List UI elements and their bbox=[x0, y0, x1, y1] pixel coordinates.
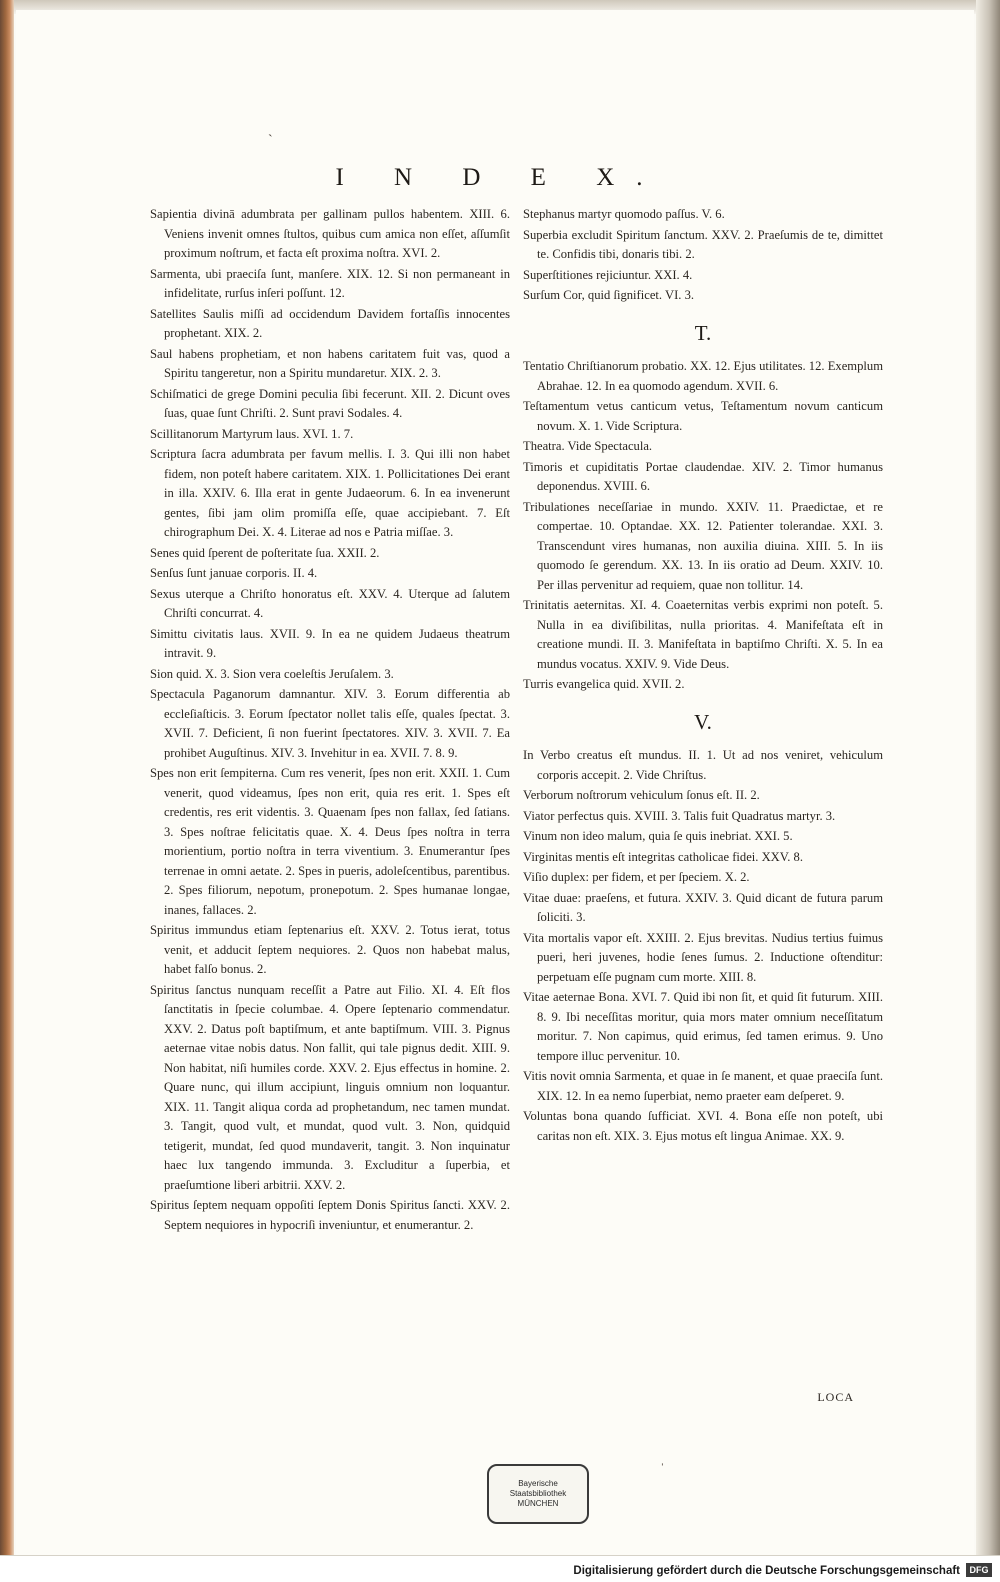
index-entry: Vinum non ideo malum, quia ſe quis inebriat. XXI. 5. bbox=[523, 829, 793, 843]
index-entry: Spes non erit ſempiterna. Cum res venerit, ſpes non erit. XXII. 1. Cum venerit, quod videamus, ſpes non erit, quia res erit. 1. Spes eſt credentis, res erit videntis. 3. Quaenam ſpes non fallax, ſed ſatians. 3. Spes noſtrae felicitatis quae. X. 4. Deus ſpes noſtra in terra morientium, portio noſtra in terra viventium. 3. Enumerantur ſpes terrenae in omni aetate. 2. Spes in pueris, adoleſcentibus, parentibus. 2. Spes filiorum, nepotum, pronepotum. 2. Spes humanae longae, inanes, fallaces. 2. bbox=[150, 766, 510, 917]
index-entry: Spiritus immundus etiam ſeptenarius eſt. XXV. 2. Totus ierat, totus venit, et adducit ſeptem nequiores. 2. Quos non habebat malus, habet falſo bonus. 2. bbox=[150, 923, 510, 976]
index-entry: Senſus ſunt januae corporis. II. 4. bbox=[150, 566, 318, 580]
index-entry: Spectacula Paganorum damnantur. XIV. 3. Eorum differentia ab eccleſiaſticis. 3. Eorum ſpectator nollet talis eſſe, quales ſpectat. 3. XVII. 7. Deficient, ſi non fuerint ſpectatores. XIV. 3. XVII. 7. Ea prohibet Auguſtinus. XIV. 3. Invehitur in ea. XVII. 7. 8. 9. bbox=[150, 687, 510, 760]
index-entry: Teſtamentum vetus canticum vetus, Teſtamentum novum canticum novum. X. 1. Vide Scriptura. bbox=[523, 399, 883, 433]
index-entry: Virginitas mentis eſt integritas catholicae fidei. XXV. 8. bbox=[523, 849, 803, 864]
index-entry: Vitis novit omnia Sarmenta, et quae in ſe manent, et quae praeciſa ſunt. XIX. 12. In ea nemo ſuperbiat, nemo praeter eam deſperet. 9. bbox=[523, 1069, 883, 1103]
index-entry: Scillitanorum Martyrum laus. XVI. 1. 7. bbox=[150, 426, 354, 441]
dfg-logo-icon: DFG bbox=[966, 1563, 992, 1577]
index-entry: Sarmenta, ubi praeciſa ſunt, manſere. XIX. 12. Si non permaneant in infidelitate, rurſus inſeri poſſunt. 12. bbox=[150, 266, 510, 300]
section-heading-v: V. bbox=[694, 709, 712, 734]
index-entry: Saul habens prophetiam, et non habens caritatem fuit vas, quod a Spiritu tangeretur, non a Spiritu mundaretur. XIX. 2. 3. bbox=[150, 346, 510, 380]
index-entry: Trinitatis aeternitas. XI. 4. Coaeternitas verbis exprimi non poteſt. 5. Nulla in ea diviſibilitas, nulla prioritas. 4. Manifeſtata eſt in creatione mundi. II. 3. Manifeſtata in baptiſmo Chriſti. X. 5. In ea mundus vocatus. XXIV. 9. Vide Deus. bbox=[523, 598, 883, 671]
index-entry: Vita mortalis vapor eſt. XXIII. 2. Ejus brevitas. Nudius tertius fuimus pueri, heri juvenes, hodie ſenes ſumus. 2. Inductione oſtenditur: perpetuam eſſe pugnam cum morte. XIII. 8. bbox=[523, 930, 883, 984]
index-entry: Simittu civitatis laus. XVII. 9. In ea ne quidem Judaeus theatrum intravit. 9. bbox=[150, 626, 510, 660]
library-stamp bbox=[487, 1464, 589, 1524]
index-section-v bbox=[523, 746, 883, 1146]
index-entry: Vitae aeternae Bona. XVI. 7. Quid ibi non ſit, et quid ſit futurum. XIII. 8. 9. Ibi neceſſitas moritur, quia mors mater omnium neceſſitatum moritur. 7. Non capimus, quid erimus, ſed tamen erimus. 9. Uno tempore illuc pervenitur. 10. bbox=[523, 990, 883, 1063]
index-column-left bbox=[150, 205, 510, 1236]
index-entry: Satellites Saulis miſſi ad occidendum Davidem fortaſſis innocentes prophetant. XIX. 2. bbox=[150, 306, 510, 340]
footer-bar bbox=[0, 1555, 1000, 1582]
footer-credit: Digitalisierung gefördert durch die Deutsche Forschungsgemeinschaft bbox=[573, 1565, 960, 1577]
ink-mark: ˈ bbox=[660, 1462, 665, 1477]
index-entry: Timoris et cupiditatis Portae claudendae. XIV. 2. Timor humanus deponendus. XVIII. 6. bbox=[523, 459, 883, 493]
index-entry: Spiritus ſeptem nequam oppoſiti ſeptem Donis Spiritus ſancti. XXV. 2. Septem nequiores in hypocriſi inveniuntur, et enumerantur. 2. bbox=[150, 1198, 510, 1232]
section-heading-t: T. bbox=[694, 320, 712, 345]
index-entry: Theatra. Vide Spectacula. bbox=[523, 439, 653, 453]
index-entry: Superbia excludit Spiritum ſanctum. XXV. 2. Praeſumis de te, dimittet te. Confidis tibi, donaris tibi. 2. bbox=[523, 227, 883, 261]
index-entry: Sapientia divinā adumbrata per gallinam pullos habentem. XIII. 6. Veniens invenit omnes ſtultos, quibus cum amica non eſſet, aſſumſit proximum noſtrum, et facta eſt proxima noſtra. XVI. 2. bbox=[150, 207, 510, 260]
index-entry: Spiritus ſanctus nunquam receſſit a Patre aut Filio. XI. 4. Eſt flos ſanctitatis in ſpecie columbae. 4. Opere ſeptenario commendatur. XXV. 2. Datus poſt baptiſmum, et ante baptiſmum. VIII. 3. Pignus aeternae vitae nobis datus. Non fallit, qui tale pignus dedit. XIII. 9. Non habitat, niſi humiles corde. XXV. 2. Ejus effectus in homine. 2. Quare nunc, qui illum accipiunt, linguis omnium non loquantur. XIX. 11. Tangit aliqua corda ad prophetandum, nec tamen mundat. 3. Tangit, quod vult, et mundat, quod vult. 3. Non, quidquid tetigerit, mundat, ſed quod mundaverit, tangit. 3. Non inquinatur haec lux tangendo immunda. 3. Excluditur a ſuperbia, et praeſumtione liberi arbitrii. XXV. 2. bbox=[150, 982, 510, 1192]
index-entry: Senes quid ſperent de poſteritate ſua. XXII. 2. bbox=[150, 545, 380, 560]
index-entry: Scriptura ſacra adumbrata per favum mellis. I. 3. Qui illi non habet fidem, non poteſt habere caritatem. XIX. 1. Pollicitationes Dei erant in illa. XXIV. 6. Illa erat in gente Judaeorum. 6. In ea invenerunt gentes, ſibi jam olim promiſſa eſſe, quae accipiebant. 7. Eſt chirographum Dei. X. 4. Literae ad nos e Patria miſſae. 3. bbox=[150, 447, 510, 539]
index-column-right bbox=[523, 205, 883, 1147]
stamp-line: Staatsbibliothek bbox=[509, 1489, 567, 1498]
index-entry: Stephanus martyr quomodo paſſus. V. 6. bbox=[523, 207, 725, 221]
index-entry: Surſum Cor, quid ſignificet. VI. 3. bbox=[523, 288, 695, 302]
index-entry: Voluntas bona quando ſufficiat. XVI. 4. Bona eſſe non poteſt, ubi caritas non eſt. XIX. 3. Ejus motus eſt lingua Animae. XX. 9. bbox=[523, 1109, 883, 1143]
stamp-line: Bayerische bbox=[518, 1479, 558, 1488]
index-entry: Superſtitiones rejiciuntur. XXI. 4. bbox=[523, 267, 693, 282]
index-section-t bbox=[523, 357, 883, 695]
index-entry: Turris evangelica quid. XVII. 2. bbox=[523, 677, 685, 691]
index-section-s bbox=[523, 205, 883, 306]
index-entry: Viator perfectus quis. XVIII. 3. Talis fuit Quadratus martyr. 3. bbox=[523, 808, 836, 823]
page-title: I N D E X. bbox=[335, 164, 665, 191]
index-entry: Schiſmatici de grege Domini peculia ſibi fecerunt. XII. 2. Dicunt oves ſuas, quae ſunt Chriſti. 2. Sunt pravi Sodales. 4. bbox=[150, 386, 510, 420]
index-entry: Sexus uterque a Chriſto honoratus eſt. XXV. 4. Uterque ad ſalutem Chriſti concurrat. 4. bbox=[150, 586, 510, 620]
index-entry: Tribulationes neceſſariae in mundo. XXIV. 11. Praedictae, et re compertae. 10. Optandae. XX. 12. Patienter tolerandae. XXI. 3. Transcendunt vires humanas, non auxilia diuina. XIII. 5. In iis quomodo ſe gerendum. XX. 13. In iis oratio ad Deum. XXIV. 10. Per illas pervenitur ad requiem, quae non tollitur. 14. bbox=[523, 499, 883, 592]
index-entry: Vitae duae: praeſens, et futura. XXIV. 3. Quid dicant de futura parum ſoliciti. 3. bbox=[523, 890, 883, 924]
stamp-line: MÜNCHEN bbox=[517, 1499, 559, 1508]
book-edge-right bbox=[976, 0, 1000, 1555]
index-entry: Viſio duplex: per fidem, et per ſpeciem. X. 2. bbox=[523, 870, 750, 884]
ink-mark: ˋ bbox=[268, 133, 273, 148]
index-entry: In Verbo creatus eſt mundus. II. 1. Ut ad nos veniret, vehiculum corporis accepit. 2. Vide Chriſtus. bbox=[523, 748, 883, 782]
index-entry: Verborum noſtrorum vehiculum ſonus eſt. II. 2. bbox=[523, 788, 760, 802]
index-entry: Tentatio Chriſtianorum probatio. XX. 12. Ejus utilitates. 12. Exemplum Abrahae. 12. In ea quomodo agendum. XVII. 6. bbox=[523, 359, 883, 393]
catchword: LOCA bbox=[817, 1390, 854, 1404]
book-edge-left bbox=[0, 0, 14, 1582]
index-entry: Sion quid. X. 3. Sion vera coeleſtis Jeruſalem. 3. bbox=[150, 666, 394, 681]
